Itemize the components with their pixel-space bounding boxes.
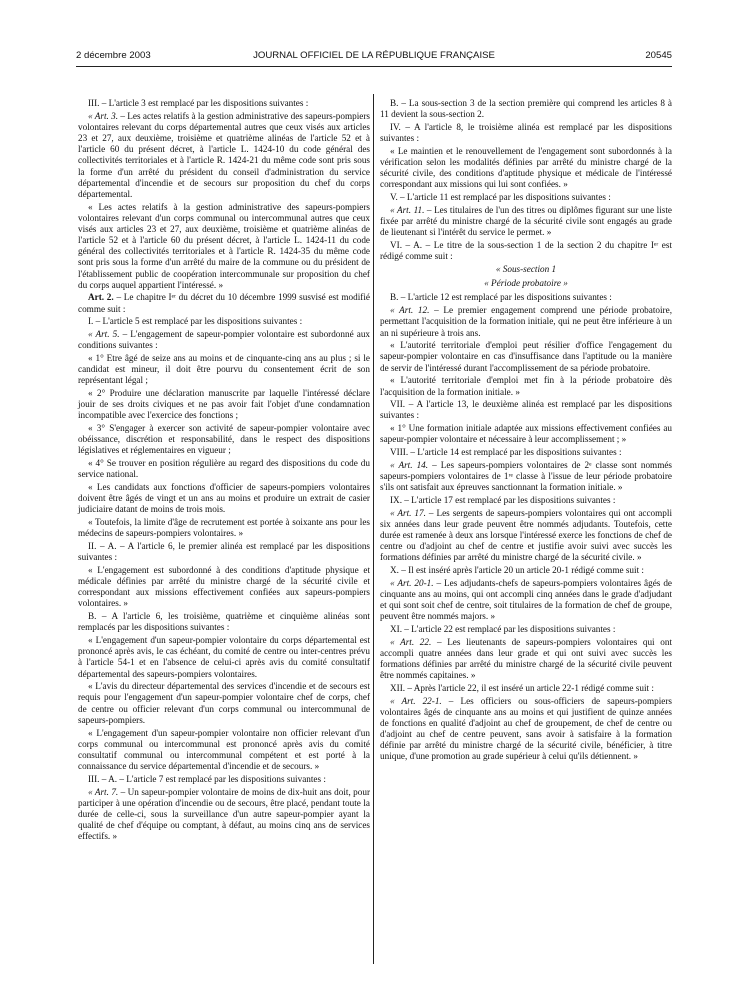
paragraph-text: – Les sergents de sapeurs-pompiers volontaires qui ont accompli six années dans leur grade peuvent être nommés adjudants. Toutefois, cette durée est ramenée à deux ans lorsque l'intéressé exerce les fonctions de chef de centre ou d'adjoint au chef de centre et justifie avoir suivi avec succès les formations définies par arrêté du ministre chargé de la sécurité civile. » [380, 507, 672, 563]
paragraph-text: « Le maintien et le renouvellement de l'engagement sont subordonnés à la vérification selon les modalités définies par arrêté du ministre chargé de la sécurité civile, des conditions d'aptitude physique et médicale de l'intéressé correspondant aux missions qui lui sont confiées. » [380, 145, 672, 190]
paragraph [380, 495, 672, 506]
paragraph [78, 635, 370, 680]
article-lead: « Art. 20-1. [390, 577, 434, 588]
paragraph-text: – Les titulaires de l'un des titres ou diplômes figurant sur une liste fixée par arrêté du ministre chargé de la sécurité civile sont engagés au grade de lieutenant si l'intérêt du service le permet. » [380, 204, 672, 238]
paragraph-text: « Les candidats aux fonctions d'officier de sapeurs-pompiers volontaires doivent être âgés de vingt et un ans au moins et produire un extrait de casier judiciaire datant de moins de trois mois. [78, 482, 370, 515]
paragraph [380, 240, 672, 262]
paragraph-text: III. – L'article 3 est remplacé par les dispositions suivantes : [88, 98, 309, 108]
paragraph-text: VII. – A l'article 13, le deuxième alinéa est remplacé par les dispositions suivantes : [380, 399, 672, 421]
paragraph-text: « L'autorité territoriale d'emploi met fin à la période probatoire dès l'acquisition de la formation initiale. » [380, 375, 672, 397]
paragraph [380, 683, 672, 694]
paragraph [380, 264, 672, 275]
paragraph-text: « L'engagement est subordonné à des conditions d'aptitude physique et médicale définies par arrêté du ministre chargé de la sécurité civile et correspondant aux missions effectivement confiées aux sapeurs-pompiers volontaires. » [78, 564, 370, 609]
paragraph [380, 98, 672, 120]
paragraph [78, 458, 370, 480]
paragraph-text: « 1° Etre âgé de seize ans au moins et de cinquante-cinq ans au plus ; si le candidat est mineur, il doit être pourvu du consentement écrit de son représentant légal ; [78, 353, 370, 386]
paragraph-text: III. – A. – L'article 7 est remplacé par les dispositions suivantes : [88, 773, 326, 784]
paragraph [380, 447, 672, 458]
header-page-number: 20545 [645, 50, 672, 61]
column-divider [373, 94, 374, 964]
header-date: 2 décembre 2003 [76, 50, 151, 61]
paragraph [380, 624, 672, 635]
paragraph [78, 774, 370, 785]
paragraph-text: « L'autorité territoriale d'emploi peut résilier d'office l'engagement du sapeur-pompier volontaire en cas d'insuffisance dans l'aptitude ou la manière de servir de l'intéressé durant l'accomplissement de sa période probatoire. [380, 340, 672, 373]
paragraph-text: – L'engagement de sapeur-pompier volontaire est subordonné aux conditions suivantes : [78, 329, 371, 351]
paragraph [380, 305, 672, 338]
header-rule [76, 66, 672, 67]
paragraph [380, 696, 672, 763]
left-column [78, 98, 370, 844]
article-lead: « Art. 7. [88, 786, 119, 797]
paragraph [78, 388, 370, 421]
paragraph [380, 340, 672, 373]
paragraph [78, 787, 370, 843]
paragraph-text: « Toutefois, la limite d'âge de recrutement est portée à soixante ans pour les médecins de sapeurs-pompiers volontaires. » [78, 517, 370, 539]
paragraph-text: « 4° Se trouver en position régulière au regard des dispositions du code du service national. [78, 458, 370, 480]
paragraph [78, 423, 370, 456]
paragraph-text: X. – Il est inséré après l'article 20 un article 20-1 rédigé comme suit : [390, 565, 644, 575]
article-lead: « Art. 12. [390, 305, 430, 316]
paragraph [78, 728, 370, 773]
paragraph [78, 611, 370, 633]
paragraph-text: « 2° Produire une déclaration manuscrite par laquelle l'intéressé déclare jouir de ses droits civiques et ne pas avoir fait l'objet d'une condamnation incompatible avec l'exercice des fonctions ; [78, 388, 370, 421]
article-lead: « Art. 22-1. [390, 695, 442, 706]
paragraph [380, 205, 672, 238]
paragraph-text: – Les adjudants-chefs de sapeurs-pompiers volontaires âgés de cinquante ans au moins, qui ont accompli cinq années dans le grade d'adjudant et qui sont soit chef de centre, soit titulaires de la formation de chef de groupe, peuvent être nommés majors. » [380, 577, 673, 622]
paragraph-text: II. – A. – A l'article 6, le premier alinéa est remplacé par les dispositions suivantes : [78, 541, 370, 563]
paragraph-text: IV. – A l'article 8, le troisième alinéa est remplacé par les dispositions suivantes : [380, 121, 672, 144]
paragraph [380, 399, 672, 421]
paragraph-text: B. – L'article 12 est remplacé par les dispositions suivantes : [390, 292, 612, 303]
paragraph [380, 423, 672, 445]
article-lead: « Sous-section 1 [495, 264, 557, 275]
header-title: JOURNAL OFFICIEL DE LA RÉPUBLIQUE FRANÇAISE [253, 50, 495, 61]
paragraph-text: – Le premier engagement comprend une période probatoire, permettant l'acquisition de la formation initiale, qui ne peut être inférieure à un an ni supérieure à trois ans. [380, 305, 672, 338]
paragraph [78, 565, 370, 610]
paragraph [380, 292, 672, 303]
paragraph [78, 541, 370, 563]
paragraph [380, 192, 672, 203]
paragraph [380, 508, 672, 564]
paragraph-text: – Les actes relatifs à la gestion administrative des sapeurs-pompiers volontaires relevant du corps départemental autres que ceux visés aux articles 23 et 27, aux deuxième, troisième et quatrième alinéas de l'article 52 et à l'article 60 du présent décret, à l'article L. 1424-10 du code général des collectivités territoriales et à l'article R. 1424-21 du même code sont pris sous la forme d'un arrêté du président du conseil d'administration du service départemental d'incendie et de secours sur proposition du chef du corps départemental. [78, 110, 370, 199]
article-lead: « Art. 5. [88, 329, 120, 340]
article-lead: « Art. 17. [390, 507, 426, 518]
paragraph-text: XI. – L'article 22 est remplacé par les dispositions suivantes : [390, 623, 616, 634]
article-lead: « Art. 11. [390, 204, 425, 215]
paragraph-text: – Les officiers ou sous-officiers de sapeurs-pompiers volontaires âgés de cinquante ans au moins et qui justifient de quinze années de fonctions en qualité d'adjoint au chef de groupement, de chef de centre ou d'adjoint au chef de centre peuvent, sans avoir à satisfaire à la formation définie par arrêté du ministre chargé de la sécurité civile, bénéficier, à titre unique, d'une promotion au grade supérieur à celui qu'ils détiennent. » [380, 695, 672, 762]
paragraph-text: VIII. – L'article 14 est remplacé par les dispositions suivantes : [390, 447, 622, 458]
paragraph-text: « Les actes relatifs à la gestion administrative des sapeurs-pompiers volontaires relevant d'un corps communal ou intercommunal autres que ceux visés aux articles 23 et 27, aux deuxième, troisième et quatrième alinéas de l'article 52 et à l'article 60 du présent décret, à l'article L. 1424-11 du code général des collectivités territoriales et à l'article R. 1424-35 du même code sont pris sous la forme d'un arrêté du maire de la commune ou du président de l'établissement public de coopération intercommunale sur proposition du chef du corps auquel appartient l'intéressé. » [78, 201, 370, 290]
paragraph-text: « L'engagement d'un sapeur-pompier volontaire non officier relevant d'un corps communal ou intercommunal est prononcé après avis du comité consultatif communal ou intercommunal compétent et est porté à la connaissance du service départemental d'incendie et de secours. » [78, 727, 370, 771]
right-column [380, 98, 672, 764]
paragraph-text: – Le chapitre Iᵉʳ du décret du 10 décembre 1999 susvisé est modifié comme suit : [78, 292, 370, 314]
paragraph-text: B. – La sous-section 3 de la section première qui comprend les articles 8 à 11 devient la sous-section 2. [380, 98, 672, 120]
article-lead: « Art. 3. [88, 110, 119, 121]
paragraph-text: I. – L'article 5 est remplacé par les dispositions suivantes : [88, 316, 303, 327]
paragraph [78, 329, 370, 351]
paragraph [78, 98, 370, 109]
paragraph [380, 637, 672, 682]
paragraph-text: « L'avis du directeur départemental des services d'incendie et de secours est requis pour l'engagement d'un sapeur-pompier volontaire chef de corps, chef de centre ou officier relevant d'un corps communal ou intercommunal de sapeurs-pompiers. [78, 681, 370, 725]
paragraph [78, 681, 370, 726]
paragraph [78, 316, 370, 327]
paragraph [380, 146, 672, 191]
paragraph [78, 202, 370, 291]
paragraph-text: IX. – L'article 17 est remplacé par les dispositions suivantes : [390, 494, 616, 505]
article-lead: « Art. 22. [390, 636, 432, 647]
paragraph [380, 578, 672, 623]
paragraph-text: « L'engagement d'un sapeur-pompier volontaire du corps départemental est prononcé après avis, le cas échéant, du comité de centre ou inter-centres prévu à l'article 54-1 et en l'absence de celui-ci après avis du comité consultatif départemental des sapeurs-pompiers volontaires. [78, 635, 370, 679]
paragraph-text: VI. – A. – Le titre de la sous-section 1 de la section 2 du chapitre Iᵉʳ est rédigé comme suit : [380, 239, 672, 261]
paragraph [78, 517, 370, 539]
page-header [76, 49, 672, 63]
paragraph-text: – Les sapeurs-pompiers volontaires de 2ᵉ classe sont nommés sapeurs-pompiers volontaires de 1ʳᵉ classe à l'issue de leur période probatoire s'ils ont satisfait aux épreuves sanctionnant la formation initiale. » [380, 459, 673, 493]
paragraph-text: « 1° Une formation initiale adaptée aux missions effectivement confiées au sapeur-pompier volontaire et nécessaire à leur accomplissement ; » [380, 423, 672, 445]
paragraph-text: « 3° S'engager à exercer son activité de sapeur-pompier volontaire avec obéissance, discrétion et responsabilité, dans le respect des dispositions législatives et réglementaires en vigueur ; [78, 423, 370, 456]
paragraph [380, 460, 672, 493]
paragraph [380, 375, 672, 397]
article-lead: « Art. 14. [390, 459, 429, 470]
paragraph [78, 482, 370, 515]
paragraph-text: XII. – Après l'article 22, il est inséré un article 22-1 rédigé comme suit : [390, 682, 654, 693]
article-lead: « Période probatoire » [484, 278, 568, 289]
paragraph-text: – Les lieutenants de sapeurs-pompiers volontaires qui ont accompli quatre années dans leur grade et qui ont suivi avec succès les formations définies par arrêté du ministre chargé de la sécurité civile peuvent être nommés capitaines. » [380, 636, 672, 681]
paragraph [380, 278, 672, 289]
paragraph [380, 122, 672, 144]
paragraph-text: – Un sapeur-pompier volontaire de moins de dix-huit ans doit, pour participer à une opération d'incendie ou de secours, être placé, pendant toute la durée de celle-ci, sous la surveillance d'un autre sapeur-pompier ayant la qualité de chef d'équipe ou comptant, à défaut, au moins cinq ans de services effectifs. » [78, 786, 371, 842]
paragraph [78, 353, 370, 386]
paragraph-text: V. – L'article 11 est remplacé par les dispositions suivantes : [390, 192, 611, 203]
article-number: Art. 2. [88, 292, 114, 303]
paragraph [380, 565, 672, 576]
paragraph [78, 111, 370, 200]
paragraph-text: B. – A l'article 6, les troisième, quatrième et cinquième alinéas sont remplacés par les dispositions suivantes : [78, 611, 370, 633]
paragraph [78, 292, 370, 314]
